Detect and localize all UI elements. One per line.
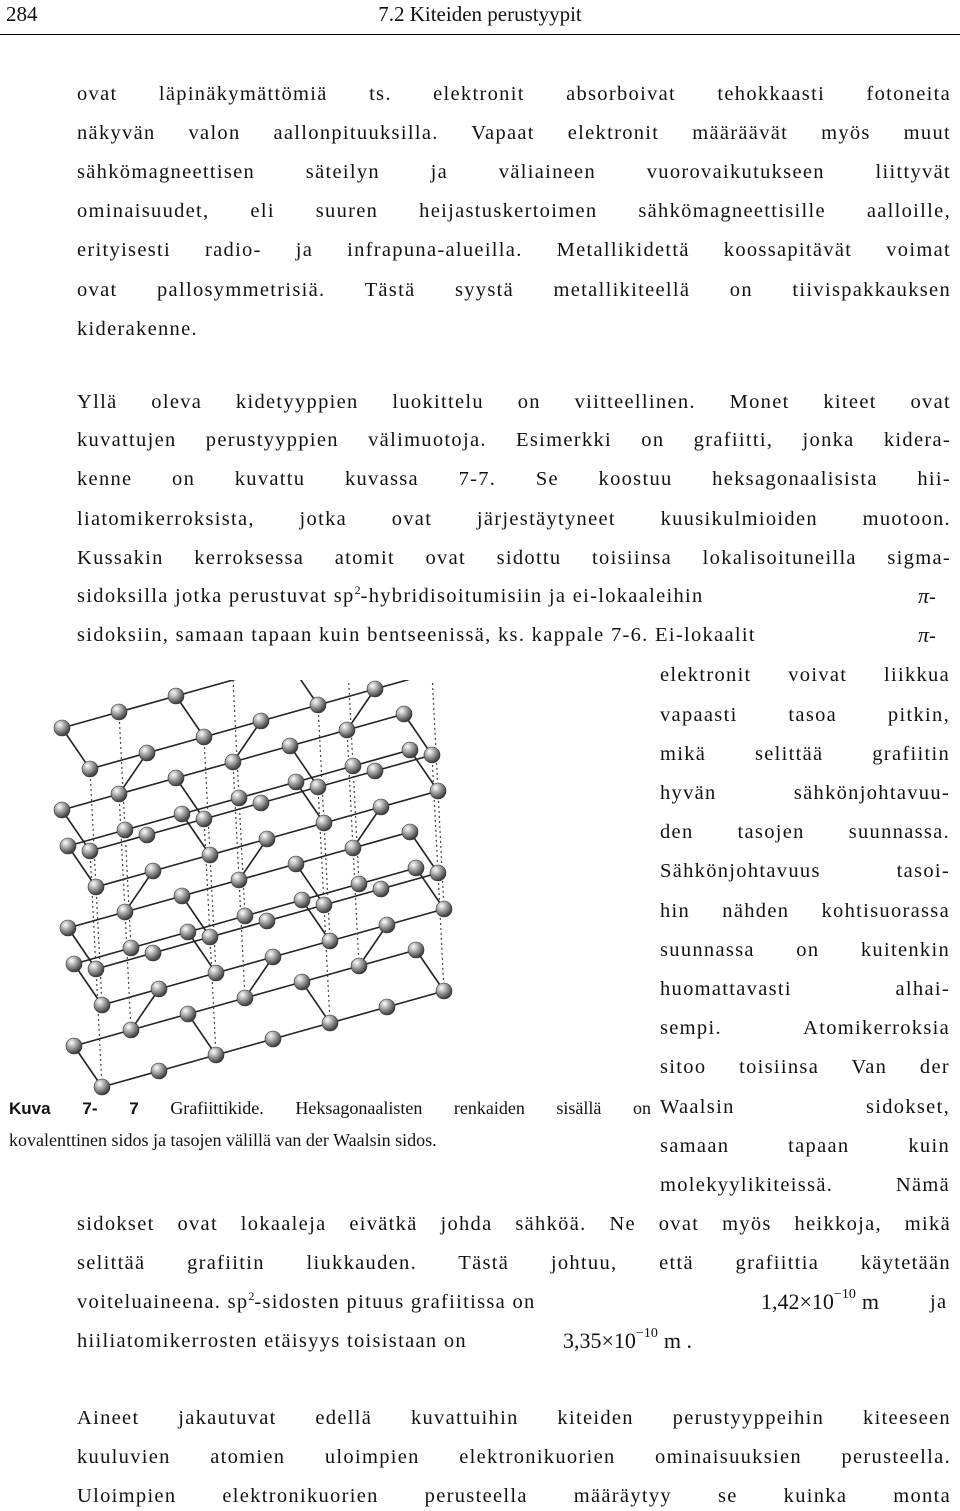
carbon-atom xyxy=(94,997,110,1013)
carbon-atom xyxy=(373,799,389,815)
carbon-atom xyxy=(88,961,104,977)
text-line: kenne on kuvattu kuvassa 7-7. Se koostuu heksagonaalisista hii- xyxy=(77,468,951,490)
carbon-atom xyxy=(225,754,241,770)
carbon-atom xyxy=(54,720,70,736)
carbon-atom xyxy=(94,1079,110,1095)
carbon-atom xyxy=(180,924,196,940)
lattice-bond xyxy=(159,973,216,989)
text-line: liatomikerroksista, jotka ovat järjestäytyneet kuusikulmioiden muotoon. xyxy=(77,508,951,530)
carbon-atom xyxy=(396,706,412,722)
interlayer-bond xyxy=(353,848,359,966)
text-segment: -sidosten pituus grafiitissa on xyxy=(254,1291,536,1313)
lattice-bond xyxy=(119,696,176,712)
side-text-line: suunnassa on kuitenkin xyxy=(660,939,950,961)
carbon-atom xyxy=(310,697,326,713)
lattice-bond xyxy=(267,823,324,839)
lattice-bond xyxy=(62,712,119,728)
interlayer-bond xyxy=(90,851,96,969)
superscript: 2 xyxy=(248,1289,255,1303)
carbon-atom xyxy=(282,738,298,754)
carbon-atom xyxy=(139,827,155,843)
carbon-atom xyxy=(117,822,133,838)
caption-line-2: kovalenttinen sidos ja tasojen välillä van der Waalsin sidos. xyxy=(9,1130,437,1150)
interlayer-bond xyxy=(432,680,438,791)
carbon-atom xyxy=(253,713,269,729)
interlayer-bond xyxy=(210,855,216,973)
interlayer-bond xyxy=(125,830,131,948)
carbon-atom xyxy=(322,1015,338,1031)
text-line-pi xyxy=(77,621,957,649)
side-text-line: Waalsin sidokset, xyxy=(660,1096,950,1118)
carbon-atom xyxy=(288,774,304,790)
interlayer-bond xyxy=(233,680,239,798)
text-segment: -hybridisoitumisiin ja ei-lokaaleihin xyxy=(360,585,704,607)
lattice-bond xyxy=(375,680,432,689)
carbon-atom xyxy=(202,847,218,863)
text-line: Aineet jakautuvat edellä kuvattuihin kiteiden perustyyppeihin kiteeseen xyxy=(77,1407,951,1429)
carbon-atom xyxy=(111,786,127,802)
carbon-atom xyxy=(408,942,424,958)
carbon-atom xyxy=(82,843,98,859)
carbon-atom xyxy=(54,802,70,818)
caption-line-1 xyxy=(9,1096,651,1120)
carbon-atom xyxy=(408,860,424,876)
lattice-bond xyxy=(74,1030,131,1046)
interlayer-bond xyxy=(125,912,131,1030)
text-line: kuvattujen perustyyppien välimuotoja. Esimerkki on grafiitti, jonka kidera- xyxy=(77,429,951,451)
carbon-atom xyxy=(436,901,452,917)
carbon-atom xyxy=(231,872,247,888)
text-line-layer-spacing xyxy=(77,1327,957,1355)
interlayer-bond xyxy=(239,880,245,998)
side-text-line: molekyylikiteissä. Nämä xyxy=(660,1174,950,1196)
carbon-atom xyxy=(111,704,127,720)
text-line: kuuluvien atomien uloimpien elektronikuorien ominaisuuksien perusteella. xyxy=(77,1446,951,1468)
lattice-bond xyxy=(68,912,125,928)
carbon-atom xyxy=(123,940,139,956)
carbon-atom xyxy=(145,945,161,961)
carbon-atom xyxy=(367,763,383,779)
side-text-line: hyvän sähkönjohtavuu- xyxy=(660,782,950,804)
carbon-atom xyxy=(237,990,253,1006)
carbon-atom xyxy=(430,865,446,881)
caption-text: Grafiittikide. Heksagonaalisten renkaiden sisällä on xyxy=(170,1098,651,1118)
interlayer-bond xyxy=(90,769,96,887)
carbon-atom xyxy=(294,892,310,908)
lattice-bond xyxy=(381,791,438,807)
carbon-atom xyxy=(430,783,446,799)
carbon-atom xyxy=(196,811,212,827)
interlayer-bond xyxy=(204,737,210,855)
side-text-line: hin nähden kohtisuorassa xyxy=(660,900,950,922)
text-line: sidokset ovat lokaaleja eivätkä johda sähköä. Ne ovat myös heikkoja, mikä xyxy=(77,1213,951,1235)
interlayer-bond xyxy=(432,755,438,873)
running-title: 7.2 Kiteiden perustyypit xyxy=(378,2,582,26)
lattice-bond xyxy=(159,1055,216,1071)
lattice-bond xyxy=(296,848,353,864)
bond-length-value: $1,42\times 10^{-10}$ m xyxy=(761,1287,879,1314)
lattice-bond xyxy=(330,1007,387,1023)
carbon-atom xyxy=(310,779,326,795)
text-segment: voiteluaineena. sp xyxy=(77,1291,249,1313)
text-line: erityisesti radio- ja infrapuna-alueilla. Metallikidettä koossapitävät voimat xyxy=(77,239,951,261)
text-line: Kussakin kerroksessa atomit ovat sidottu toisiinsa lokalisoituneilla sigma- xyxy=(77,547,951,569)
interlayer-bond xyxy=(438,791,444,909)
carbon-atom xyxy=(351,958,367,974)
carbon-atom xyxy=(322,933,338,949)
carbon-atom xyxy=(402,824,418,840)
lattice-bond xyxy=(216,1039,273,1055)
lattice-bond xyxy=(176,762,233,778)
carbon-atom xyxy=(174,806,190,822)
text-line: selittää grafiitin liukkauden. Tästä johtuu, että grafiittia käytetään xyxy=(77,1252,951,1274)
lattice-bond xyxy=(273,941,330,957)
carbon-atom xyxy=(345,758,361,774)
interlayer-bond xyxy=(438,873,444,991)
carbon-atom xyxy=(196,729,212,745)
carbon-atom xyxy=(66,1038,82,1054)
lattice-bond xyxy=(102,1071,159,1087)
carbon-atom xyxy=(88,879,104,895)
carbon-atom xyxy=(60,920,76,936)
carbon-atom xyxy=(288,856,304,872)
lattice-bond xyxy=(387,909,444,925)
carbon-atom xyxy=(66,956,82,972)
text-line: kiderakenne. xyxy=(77,318,198,340)
pi-symbol: π- xyxy=(918,622,938,647)
carbon-atom xyxy=(60,838,76,854)
interlayer-bond xyxy=(96,887,102,1005)
carbon-atom xyxy=(265,949,281,965)
interlayer-bond xyxy=(318,705,324,823)
side-text-line: vapaasti tasoa pitkin, xyxy=(660,704,950,726)
text-segment: sidoksilla jotka perustuvat sp xyxy=(77,585,355,607)
carbon-atom xyxy=(265,1031,281,1047)
carbon-atom xyxy=(139,745,155,761)
interlayer-bond xyxy=(324,823,330,941)
carbon-atom xyxy=(351,876,367,892)
lattice-bond xyxy=(290,730,347,746)
carbon-atom xyxy=(339,722,355,738)
carbon-atom xyxy=(168,688,184,704)
interlayer-bond xyxy=(204,819,210,937)
text-line: näkyvän valon aallonpituuksilla. Vapaat elektronit määräävät myös muut xyxy=(77,122,951,144)
carbon-atom xyxy=(379,999,395,1015)
carbon-atom xyxy=(424,747,440,763)
graphite-structure-figure xyxy=(0,680,650,1100)
lattice-bond xyxy=(182,880,239,896)
carbon-atom xyxy=(202,929,218,945)
carbon-atom xyxy=(316,897,332,913)
carbon-atom xyxy=(117,904,133,920)
text-line: sähkömagneettisen säteilyn ja väliaineen vuorovaikutukseen liittyvät xyxy=(77,161,951,183)
carbon-atom xyxy=(294,974,310,990)
interlayer-bond xyxy=(353,766,359,884)
carbon-atom xyxy=(145,863,161,879)
carbon-atom xyxy=(151,1063,167,1079)
side-text-line: sempi. Atomikerroksia xyxy=(660,1017,950,1039)
interlayer-bond xyxy=(233,762,239,880)
page-header xyxy=(0,0,960,35)
carbon-atom xyxy=(316,815,332,831)
text-line: ovat läpinäkymättömiä ts. elektronit absorboivat tehokkaasti fotoneita xyxy=(77,83,951,105)
lattice-bond xyxy=(188,998,245,1014)
interlayer-bond xyxy=(318,787,324,905)
interlayer-bond xyxy=(324,905,330,1023)
text-line: Yllä oleva kidetyyppien luokittelu on viitteellinen. Monet kiteet ovat xyxy=(77,391,951,413)
carbon-atom xyxy=(151,981,167,997)
carbon-atom xyxy=(208,965,224,981)
text-line-sp2 xyxy=(77,582,957,610)
carbon-atom xyxy=(174,888,190,904)
side-text-line: huomattavasti alhai- xyxy=(660,978,950,1000)
text-line: Uloimpien elektronikuorien perusteella määräytyy se kuinka monta xyxy=(77,1485,951,1507)
text-line: ominaisuudet, eli suuren heijastuskertoimen sähkömagneettisille aalloille, xyxy=(77,200,951,222)
side-text-line: sitoo toisiinsa Van der xyxy=(660,1056,950,1078)
lattice-bond xyxy=(302,966,359,982)
caption-label: Kuva 7- 7 xyxy=(9,1099,139,1118)
carbon-atom xyxy=(237,908,253,924)
lattice-bond xyxy=(261,705,318,721)
lattice-bond xyxy=(387,991,444,1007)
carbon-atom xyxy=(402,742,418,758)
side-text-line: mikä selittää grafiitin xyxy=(660,743,950,765)
interlayer-bond xyxy=(210,937,216,1055)
carbon-atom xyxy=(123,1022,139,1038)
carbon-atom xyxy=(259,831,275,847)
carbon-atom xyxy=(253,795,269,811)
text-line: ovat pallosymmetrisiä. Tästä syystä metallikiteellä on tiivispakkauksen xyxy=(77,279,951,301)
superscript: 2 xyxy=(354,583,361,597)
lattice-bond xyxy=(153,855,210,871)
interlayer-bond xyxy=(119,712,125,830)
carbon-atom xyxy=(436,983,452,999)
interlayer-bond xyxy=(96,969,102,1087)
pi-symbol: π- xyxy=(918,583,938,608)
carbon-atom xyxy=(379,917,395,933)
side-text-line: elektronit voivat liikkua xyxy=(660,664,950,686)
side-text-line: Sähkönjohtavuus tasoi- xyxy=(660,860,950,882)
layer-spacing-value: $3,35\times 10^{-10}$ m . xyxy=(563,1326,692,1353)
lattice-bond xyxy=(176,680,233,696)
carbon-atom xyxy=(259,913,275,929)
carbon-atom xyxy=(367,681,383,697)
side-text-line: den tasojen suunnassa. xyxy=(660,821,950,843)
text-segment: sidoksiin, samaan tapaan kuin bentseenissä, ks. kappale 7-6. Ei-lokaalit xyxy=(77,624,756,646)
carbon-atom xyxy=(231,790,247,806)
carbon-atom xyxy=(180,1006,196,1022)
page-number: 284 xyxy=(6,2,38,26)
carbon-atom xyxy=(373,881,389,897)
carbon-atom xyxy=(168,770,184,786)
lattice-bond xyxy=(62,794,119,810)
carbon-atom xyxy=(82,761,98,777)
side-text-line: samaan tapaan kuin xyxy=(660,1135,950,1157)
interlayer-bond xyxy=(119,794,125,912)
carbon-atom xyxy=(208,1047,224,1063)
carbon-atom xyxy=(345,840,361,856)
lattice-bond xyxy=(147,737,204,753)
text-segment: hiiliatomikerrosten etäisyys toisistaan on xyxy=(77,1330,467,1352)
interlayer-bond xyxy=(347,730,353,848)
text-segment: ja xyxy=(930,1291,948,1313)
interlayer-bond xyxy=(239,798,245,916)
text-line-bond-length xyxy=(77,1288,957,1316)
lattice-bond xyxy=(273,1023,330,1039)
